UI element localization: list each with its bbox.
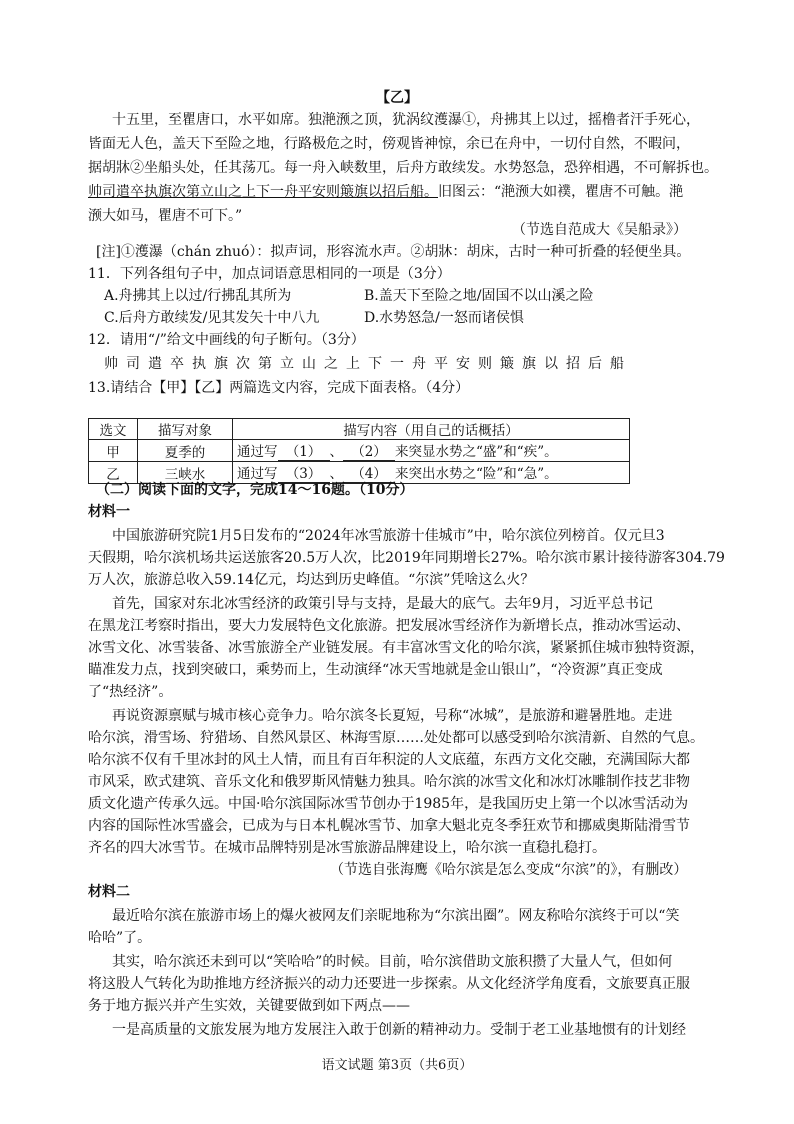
section-heading: （二）阅读下面的文字，完成14～16题。（10分）	[96, 482, 414, 498]
passage-line: 皆面无人色，盖天下至险之地，行路极危之时，傍观皆神惊，余已在舟中，一切付自然，不暇问，	[88, 136, 690, 152]
material-line: 一是高质量的文旅发展为地方发展注入敢于创新的精神动力。受制于老工业基地惯有的计划经	[112, 1022, 686, 1038]
material-line: 在黑龙江考察时指出，要大力发展特色文化旅游。把发展冰雪经济作为新增长点，推动冰雪运动、	[88, 618, 690, 634]
question-12-stem: 12．请用“/”给文中画线的句子断句。（3分）	[88, 332, 365, 348]
table-cell: 夏季的	[138, 440, 233, 462]
material-line: 齐名的四大冰雪节。在城市品牌特别是冰雪旅游品牌建设上，哈尔滨一直稳扎稳打。	[88, 840, 606, 856]
q13-table	[88, 418, 630, 484]
material-line: 万人次，旅游总收入59.14亿元，均达到历史峰值。“尔滨”凭啥这么火？	[88, 572, 535, 588]
table-cell: 甲	[89, 440, 138, 462]
material-source: （节选自张海鹰《哈尔滨是怎么变成“尔滨”的》，有删改）	[330, 862, 688, 878]
passage-line	[88, 182, 683, 202]
material-line: 市风采，欧式建筑、音乐文化和俄罗斯风情魅力独具。哈尔滨的冰雪文化和冰灯冰雕制作技艺非物	[88, 774, 690, 790]
cell-text: 通过写	[237, 444, 278, 460]
material-line: 天假期，哈尔滨机场共运送旅客20.5万人次，比2019年同期增长27%。哈尔滨市累计接待游客304.79	[88, 550, 725, 566]
material-line: 哈尔滨不仅有千里冰封的风土人情，而且有百年积淀的人文底蕴，东西方文化交融，充满国际大都	[88, 752, 690, 768]
passage-text: 旧图云：“滟滪大如襆，瞿唐不可触。滟	[438, 184, 684, 200]
passage-heading: 【乙】	[376, 90, 418, 106]
passage-line: 滪大如马，瞿唐不可下。”	[88, 208, 243, 224]
page-footer: 语文试题 第3页（共6页）	[321, 1058, 473, 1073]
material-line: 最近哈尔滨在旅游市场上的爆火被网友们亲昵地称为“尔滨出圈”。网友称哈尔滨终于可以“笑	[112, 908, 680, 924]
material-line: 冰雪文化、冰雪装备、冰雪旅游全产业链发展。有丰富冰雪文化的哈尔滨，紧紧抓住城市独特资源，	[88, 640, 704, 656]
cell-text: 来突出水势之“险”和“急”。	[395, 466, 558, 482]
material-1-title: 材料一	[88, 504, 130, 520]
table-header: 描写对象	[138, 419, 233, 440]
passage-line: 十五里，至瞿唐口，水平如席。独滟滪之顶，犹涡纹濩瀑①，舟拂其上以过，摇橹者汗手死心，	[112, 112, 700, 128]
answer-blank[interactable]: （4）	[343, 462, 395, 483]
answer-blank[interactable]: （2）	[343, 440, 395, 461]
material-line: 质文化遗产传承久远。中国·哈尔滨国际冰雪节创办于1985年，是我国历史上第一个以冰雪活动为	[88, 796, 689, 812]
table-header: 描写内容（用自己的话概括）	[233, 419, 630, 440]
table-row	[89, 440, 630, 462]
material-line: 首先，国家对东北冰雪经济的政策引导与支持，是最大的底气。去年9月，习近平总书记	[112, 596, 653, 612]
material-line: 哈尔滨，滑雪场、狩猎场、自然风景区、林海雪原……处处都可以感受到哈尔滨清新、自然的气息。	[88, 730, 704, 746]
cell-text: 来突显水势之“盛”和“疾”。	[395, 444, 558, 460]
table-cell: 三峡水	[138, 462, 233, 484]
material-line: 中国旅游研究院1月5日发布的“2024年冰雪旅游十佳城市”中，哈尔滨位列榜首。仅元旦3	[112, 528, 665, 544]
underlined-sentence: 帅司遣卒执旗次第立山之上下一舟平安则簸旗以招后船。	[88, 184, 438, 200]
q12-sentence: 帅司遣卒执旗次第立山之上下一舟平安则簸旗以招后船	[104, 356, 632, 372]
answer-blank[interactable]: （1）	[278, 440, 330, 461]
passage-note: [注]①濩瀑（chán zhuó）：拟声词，形容流水声。②胡牀：胡床，古时一种可折叠的轻便坐具。	[96, 244, 691, 260]
q11-option-a: A.舟拂其上以过/行拂乱其所为	[104, 288, 292, 304]
material-line: 内容的国际性冰雪盛会，已成为与日本札幌冰雪节、加拿大魁北克冬季狂欢节和挪威奥斯陆滑雪节	[88, 818, 690, 834]
material-line: 瞄准发力点，找到突破口，乘势而上，生动演绎“冰天雪地就是金山银山”，“冷资源”真正变成	[88, 662, 663, 678]
q11-option-c: C.后舟方敢续发/见其发矢十中八九	[104, 310, 320, 326]
passage-source: （节选自范成大《吴船录》）	[512, 222, 687, 238]
table-cell: 乙	[89, 462, 138, 484]
material-line: 哈哈”了。	[88, 930, 152, 946]
table-cell	[233, 440, 630, 462]
q11-option-d: D.水势怒急/一怒而诸侯惧	[364, 310, 524, 326]
material-line: 其实，哈尔滨还未到可以“笑哈哈”的时候。目前，哈尔滨借助文旅积攒了大量人气，但如何	[112, 954, 673, 970]
question-11-stem: 11．下列各组句子中，加点词语意思相同的一项是（3分）	[88, 266, 451, 282]
cell-text: 、	[329, 444, 343, 460]
cell-text: 通过写	[237, 466, 278, 482]
material-line: 务于地方振兴并产生实效，关键要做到如下两点——	[88, 998, 410, 1014]
cell-text: 、	[329, 466, 343, 482]
material-line: 再说资源禀赋与城市核心竞争力。哈尔滨冬长夏短，号称“冰城”，是旅游和避暑胜地。走进	[112, 708, 673, 724]
table-header-row	[89, 419, 630, 440]
material-line: 了“热经济”。	[88, 684, 173, 700]
answer-blank[interactable]: （3）	[278, 462, 330, 483]
material-2-title: 材料二	[88, 884, 130, 900]
material-line: 将这股人气转化为助推地方经济振兴的动力还要进一步探索。从文化经济学角度看，文旅要真正服	[88, 976, 690, 992]
passage-line: 据胡牀②坐船头处，任其荡兀。每一舟入峡数里，后舟方敢续发。水势怒急，恐猝相遇，不可解拆也。	[88, 160, 718, 176]
q11-option-b: B.盖天下至险之地/固国不以山溪之险	[364, 288, 594, 304]
table-header: 选文	[89, 419, 138, 440]
question-13-stem: 13.请结合【甲】【乙】两篇选文内容，完成下面表格。（4分）	[88, 380, 470, 396]
